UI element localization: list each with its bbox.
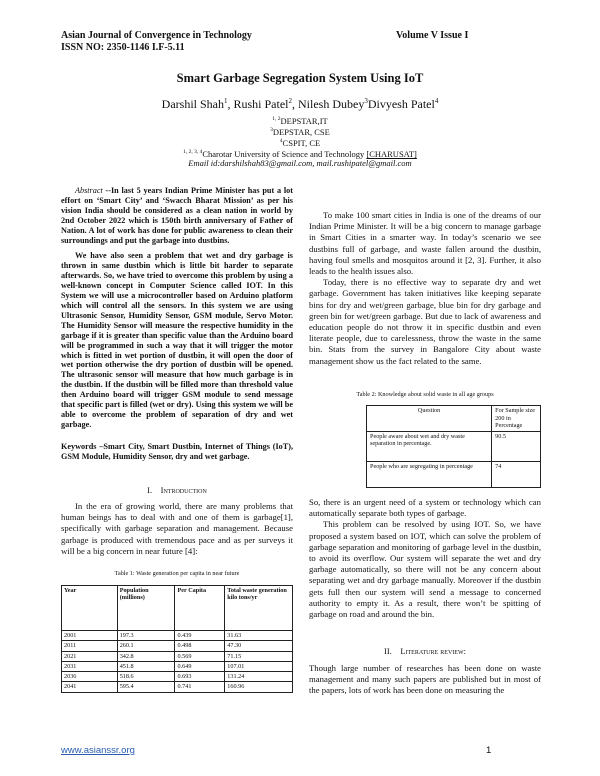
section-title: Introduction — [160, 485, 207, 495]
author-emails: Email id:darshilshah83@gmail.com, mail.rushipatel@gmail.com — [188, 158, 412, 168]
author-sup: 3 — [364, 97, 368, 105]
section-introduction — [61, 485, 293, 557]
abstract — [61, 186, 293, 462]
author-name: Rushi Patel — [233, 97, 289, 111]
table-row: 2036 518.6 0.693 131.24 — [62, 672, 293, 682]
university-abbr-link[interactable]: [CHARUSAT] — [366, 148, 417, 159]
table-header-row — [367, 406, 541, 432]
table1-caption: Table 1: Waste generation per capita in near future — [114, 570, 240, 577]
table-header: Population (millions) — [117, 586, 175, 631]
affiliation-2: $^3$DEPSTAR, CSE — [270, 126, 330, 137]
table-row: People aware about wet and dry waste separation in percentage. 90.5 — [367, 431, 541, 461]
intro-p1: In the era of growing world, there are many problems that human beings has to deal with and one of them is garbage[1], specifically with garbage separation and management. Because garbage is produced with tremendous pace and as per surveys it will be a big concern in near future [4]: — [61, 501, 293, 556]
footer-website-link[interactable]: www.asianssr.org — [61, 745, 135, 756]
table-row: 2011 260.1 0.498 47.30 — [62, 641, 293, 651]
table-header-row — [62, 586, 293, 631]
university: $^{1, 2, 3, 4}$Charotar University of Science and Technology [CHARUSAT] — [183, 148, 417, 159]
table-row: 2031 451.8 0.649 107.01 — [62, 661, 293, 671]
table-header: Per Capita — [175, 586, 225, 631]
author-sup: 4 — [434, 97, 439, 105]
author-name: Darshil Shah — [161, 97, 224, 111]
section-title: Literature review: — [400, 646, 466, 656]
section-literature-review — [309, 646, 541, 697]
author-sup: 1 — [223, 97, 228, 105]
volume-issue: Volume V Issue I — [396, 30, 469, 41]
table-header: Question — [367, 406, 492, 432]
table-row: 2001 197.3 0.439 31.63 — [62, 631, 293, 641]
right-p2: Today, there is no effective way to separate dry and wet garbage. Government has taken initiatives like keeping separate bins for dry and wet/green garbage, blue bin for dry garbage and green bin for wet/green garbage. But due to lack of awareness and education people do not throw it in specific dustbin and even literate people, due to carelessness, throw the waste in the same bin. Stats from the survey in Bangalore City about waste management show us the fact related to the same. — [309, 277, 541, 366]
author-name: Divyesh Patel — [367, 97, 435, 111]
table-header: Total waste generation kilo tons/yr — [225, 586, 293, 631]
affiliation-1: $^{1, 2}$DEPSTAR,IT — [272, 115, 328, 126]
right-column-mid — [309, 497, 541, 620]
abstract-label: Abstract — [75, 186, 103, 195]
table-row: People who are segregating in percentage 74 — [367, 461, 541, 487]
author-list: Darshil Shah$^1$, Rushi Patel$^2$, Nilesh Dubey$^3$Divyesh Patel$^4$ — [161, 97, 439, 111]
abstract-p1: --In last 5 years Indian Prime Minister has put a lot effort on ‘Smart City’ and ‘Swacch Bharat Mission’ as per his vision India should be considered as a clean nation in world by 2nd October 2022 which is 150th birth anniversary of Father of Nation. A lot of work has done for public awareness to clean their surroundings and put the garbage into dustbins. — [61, 186, 293, 245]
page-number: 1 — [486, 745, 492, 756]
affiliation-3: $^4$CSPIT, CE — [279, 137, 321, 148]
right-p3: So, there is an urgent need of a system or technology which can automatically separate both types of garbage. — [309, 497, 541, 519]
section-number: I. — [147, 485, 153, 495]
lit-p1: Though large number of researches has been done on waste management and many such papers are published but in most of the papers, lots of work has been done on measuring the — [309, 663, 541, 696]
abstract-p2: We have also seen a problem that wet and dry garbage is thrown in same dustbin which is little bit harder to separate afterwards. So, we have tried to overcome this problem by using a well-known concept in Computer Science called IOT. In this System we will use a microcontroller based on Arduino platform which will control all the sensors. In this system we are using Ultrasonic Sensor, Humidity Sensor, GSM module, Servo Motor. The Humidity Sensor will measure the respective humidity in the garbage if it is greater than specific value than the Arduino board will be programmed in such a way that it will trigger the motor which is fitted in wet portion of dustbin, it will open the door of wet portion otherwise the dry portion of dustbin will be opened. The ultrasonic sensor will measure that how much garbage is in the dustbin. If the dustbin will be filled more than threshold value then Arduino board will trigger GSM module to send message that specific part is filled (wet or dry). Using this system we will be able to overcome the problem of separation of dry and wet garbage. — [61, 251, 293, 429]
table-row: 2041 595.4 0.741 160.96 — [62, 682, 293, 692]
table1 — [61, 585, 293, 693]
issn: ISSN NO: 2350-1146 I.F-5.11 — [61, 42, 185, 53]
right-p4: This problem can be resolved by using IOT. So, we have proposed a system based on IOT, which can solve the problem of garbage separation and monitoring of garbage level in the dustbin, to avoid its overflow. Our system will separate the wet and dry garbage automatically, so there will not be any concern about separating wet and dry garbage manually. Moreover if the dustbin gets full then our system will send a message to concerned authority to empty it. As a result, there won’t be spitting of garbage on road and around the bin. — [309, 519, 541, 620]
table-header: For Sample size 200 in Percentage — [492, 406, 541, 432]
table2 — [366, 405, 541, 488]
table-header: Year — [62, 586, 118, 631]
section-number: II. — [384, 646, 392, 656]
table2-caption: Table 2: Knowledge about solid waste in all age groups — [356, 391, 494, 398]
paper-title: Smart Garbage Segregation System Using IoT — [176, 71, 424, 85]
journal-name: Asian Journal of Convergence in Technology — [61, 30, 252, 41]
right-p1: To make 100 smart cities in India is one of the dreams of our Indian Prime Minister. It will be a big concern to manage garbage in Smart Cities in a smarter way. In today’s scenario we see dustbins full of garbage, and waste fallen around the dustbin, having foul smells and mosquitos around it [2, 3]. Further, it also leads to the health issues also. — [309, 210, 541, 277]
author-name: Nilesh Dubey — [298, 97, 365, 111]
right-column-top — [309, 210, 541, 367]
keywords: Keywords –Smart City, Smart Dustbin, Internet of Things (IoT), GSM Module, Humidity Sensor, dry and wet garbage. — [61, 441, 293, 461]
author-sup: 2 — [288, 97, 292, 105]
table-row: 2021 342.8 0.569 71.15 — [62, 651, 293, 661]
